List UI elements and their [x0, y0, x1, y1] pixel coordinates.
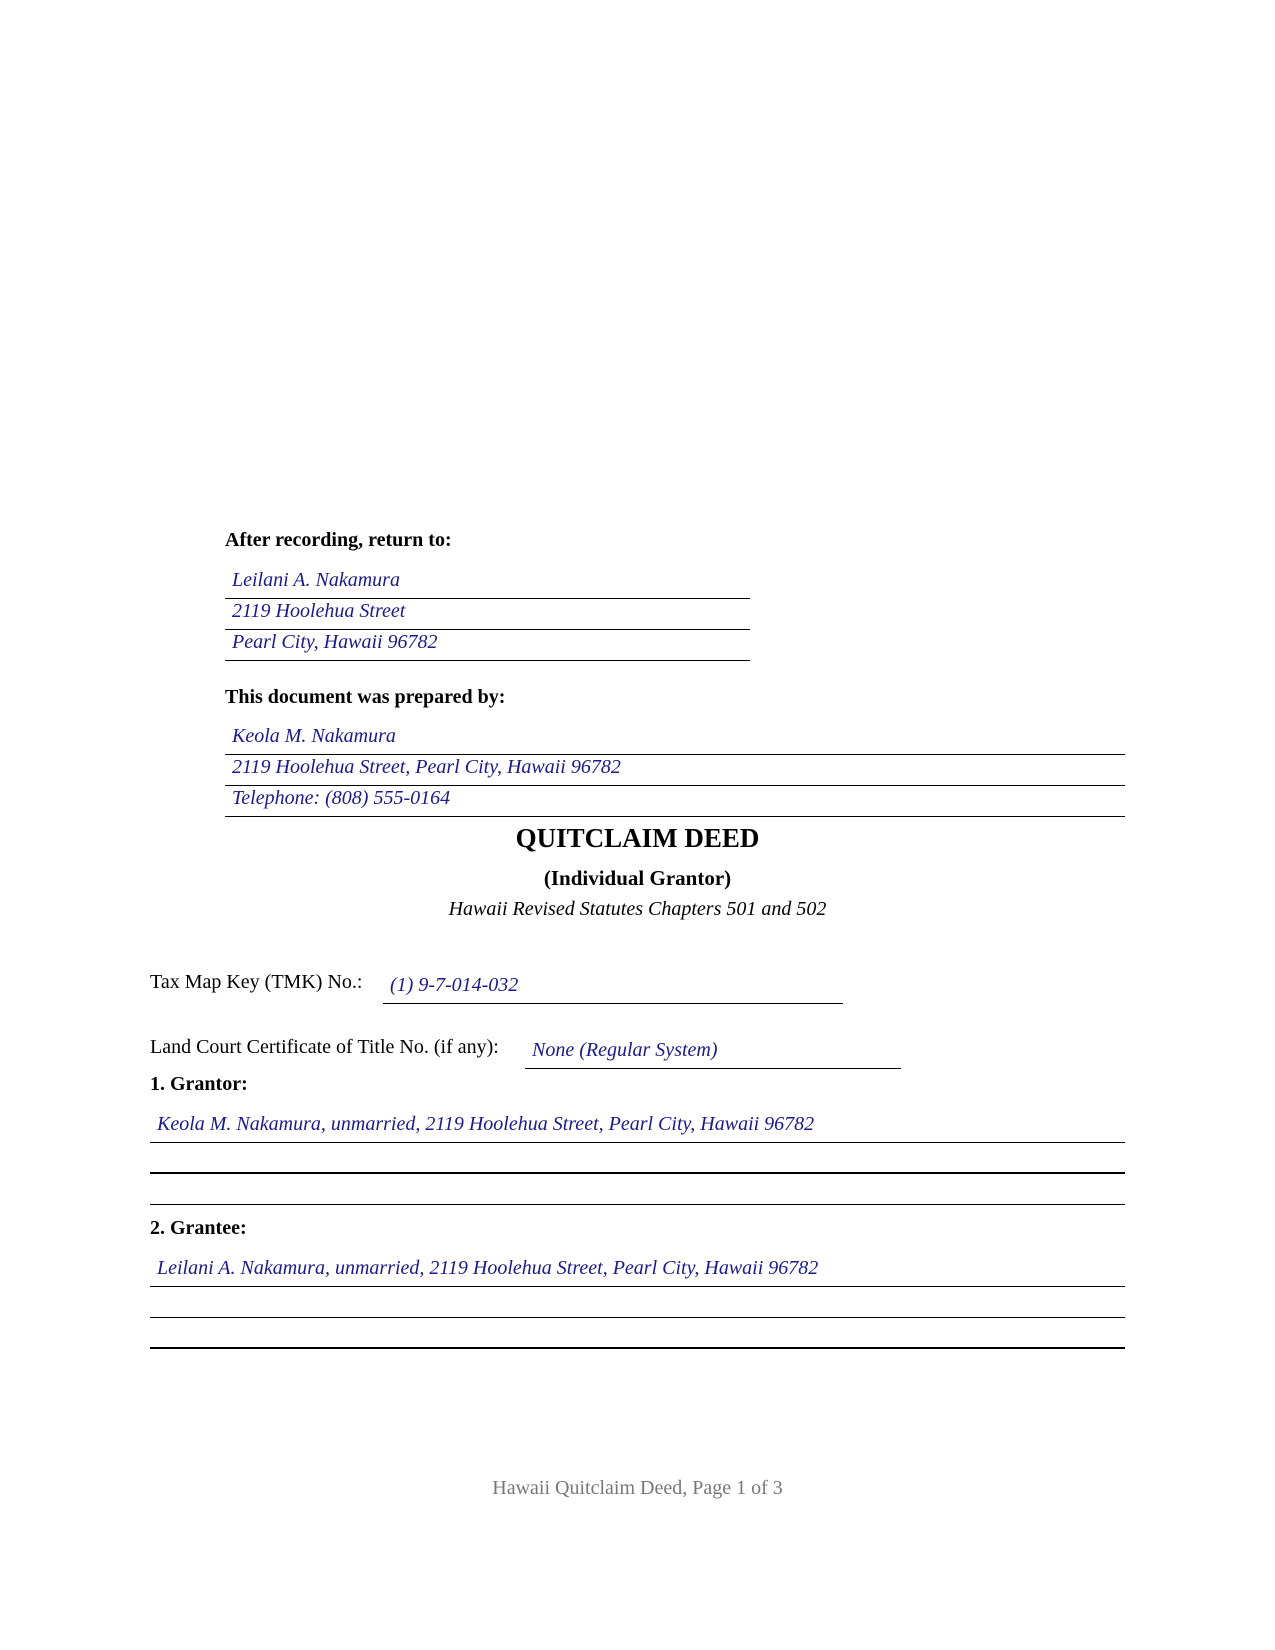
- grantee-line-2[interactable]: [150, 1288, 1125, 1318]
- prepared-line-1[interactable]: [225, 725, 1125, 755]
- return-street: 2119 Hoolehua Street: [232, 600, 406, 622]
- grantor-line-3[interactable]: [150, 1175, 1125, 1205]
- grantee-line-1[interactable]: [150, 1257, 1125, 1287]
- return-city: Pearl City, Hawaii 96782: [232, 631, 438, 653]
- page-footer: Hawaii Quitclaim Deed, Page 1 of 3: [492, 1477, 783, 1499]
- prepared-line-2[interactable]: [225, 756, 1125, 786]
- prepared-line-3[interactable]: [225, 787, 1125, 817]
- tmk-value: (1) 9-7-014-032: [390, 974, 519, 996]
- return-line-3[interactable]: [225, 631, 750, 661]
- tmk-label: Tax Map Key (TMK) No.:: [150, 971, 363, 993]
- land-court-value: None (Regular System): [532, 1039, 718, 1061]
- tmk-field[interactable]: [383, 974, 843, 1004]
- grantee-heading: 2. Grantee:: [150, 1217, 247, 1239]
- prepared-by-heading: This document was prepared by:: [225, 686, 506, 708]
- grantor-heading: 1. Grantor:: [150, 1073, 248, 1095]
- document-subtitle: (Individual Grantor): [543, 866, 732, 890]
- return-name: Leilani A. Nakamura: [232, 569, 400, 591]
- preparer-address: 2119 Hoolehua Street, Pearl City, Hawaii 96782: [232, 756, 621, 778]
- statute-reference: Hawaii Revised Statutes Chapters 501 and 502: [448, 898, 827, 920]
- land-court-label: Land Court Certificate of Title No. (if any):: [150, 1036, 499, 1058]
- grantor-value: Keola M. Nakamura, unmarried, 2119 Hoolehua Street, Pearl City, Hawaii 96782: [157, 1113, 815, 1135]
- document-title: QUITCLAIM DEED: [515, 823, 760, 853]
- grantee-value: Leilani A. Nakamura, unmarried, 2119 Hoolehua Street, Pearl City, Hawaii 96782: [157, 1257, 819, 1279]
- grantee-line-3[interactable]: [150, 1319, 1125, 1349]
- preparer-phone: Telephone: (808) 555-0164: [232, 787, 451, 809]
- preparer-name: Keola M. Nakamura: [232, 725, 396, 747]
- return-line-1[interactable]: [225, 569, 750, 599]
- return-line-2[interactable]: [225, 600, 750, 630]
- grantor-line-1[interactable]: [150, 1113, 1125, 1143]
- return-to-heading: After recording, return to:: [225, 529, 452, 551]
- grantor-line-2[interactable]: [150, 1144, 1125, 1174]
- land-court-field[interactable]: [525, 1039, 901, 1069]
